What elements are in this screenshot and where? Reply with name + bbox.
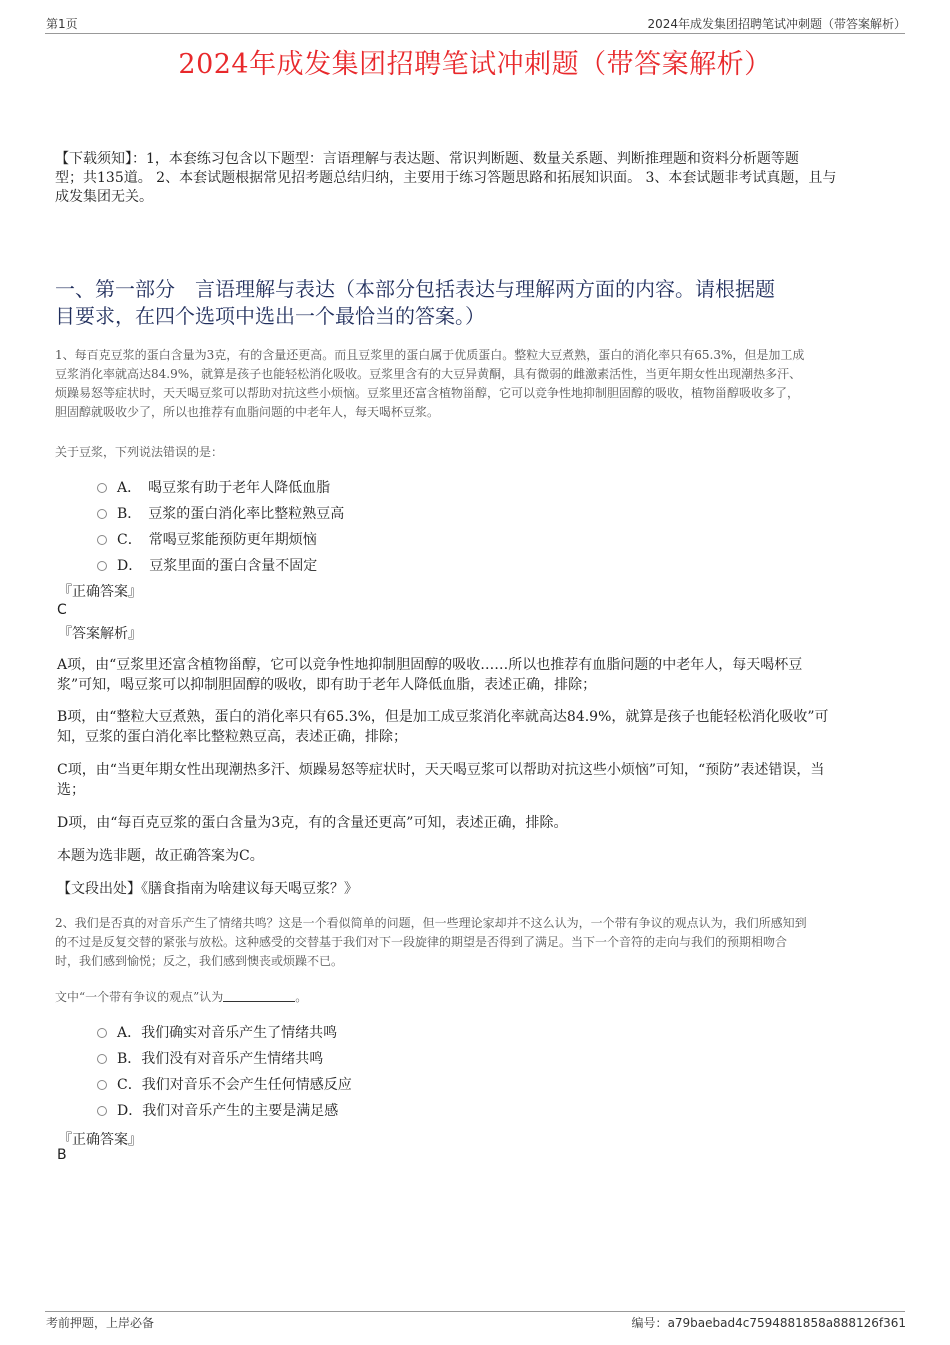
passage-line: 胆固醇就吸收少了，所以也推荐有血脂问题的中老年人，每天喝杯豆浆。 bbox=[55, 405, 440, 419]
analysis-option-c bbox=[57, 760, 900, 800]
analysis-line: D项，由“每百克豆浆的蛋白含量为3克，有的含量还更高”可知，表述正确，排除。 bbox=[57, 815, 568, 831]
analysis-line: A项，由“豆浆里还富含植物甾醇，它可以竞争性地抑制胆固醇的吸收……所以也推荐有血脂问题的中老年人，每天喝杯豆 bbox=[57, 657, 803, 673]
q1-analysis-label: 『答案解析』 bbox=[58, 626, 142, 642]
radio-icon[interactable] bbox=[97, 1054, 107, 1064]
analysis-option-a bbox=[57, 655, 900, 695]
passage-line: 1、每百克豆浆的蛋白含量为3克，有的含量还更高。而且豆浆里的蛋白属于优质蛋白。整粒大豆煮熟，蛋白的消化率只有65.3%，但是加工成 bbox=[55, 348, 805, 362]
q1-option-b[interactable] bbox=[97, 503, 344, 523]
section-heading-line: 一、第一部分 言语理解与表达（本部分包括表达与理解两方面的内容。请根据题 bbox=[55, 277, 775, 301]
notice-line: 【下载须知】：1，本套练习包含以下题型：言语理解与表达题、常识判断题、数量关系题、判断推理题和资料分析题等题 bbox=[55, 151, 799, 167]
option-label: A． 喝豆浆有助于老年人降低血脂 bbox=[117, 480, 331, 496]
passage-line: 烦躁易怒等症状时，天天喝豆浆可以帮助对抗这些小烦恼。豆浆里还富含植物甾醇，它可以竞争性地抑制胆固醇的吸收，植物甾醇吸收多了， bbox=[55, 386, 800, 400]
analysis-line: C项，由“当更年期女性出现潮热多汗、烦躁易怒等症状时，天天喝豆浆可以帮助对抗这些小烦恼”可知，“预防”表述错误，当 bbox=[57, 762, 825, 778]
analysis-line: 选； bbox=[57, 782, 85, 798]
analysis-source: 【文段出处】《膳食指南为啥建议每天喝豆浆？》 bbox=[57, 881, 358, 897]
passage-line: 的不过是反复交替的紧张与放松。这种感受的交替基于我们对下一段旋律的期望是否得到了满足。当下一个音符的走向与我们的预期相吻合 bbox=[55, 935, 788, 949]
question-1-passage bbox=[55, 346, 900, 422]
q2-answer: B bbox=[57, 1147, 67, 1163]
analysis-conclusion: 本题为选非题，故正确答案为C。 bbox=[57, 848, 264, 864]
footer-code bbox=[632, 1314, 906, 1331]
q2-answer-label: 『正确答案』 bbox=[58, 1132, 142, 1148]
question-1-prompt: 关于豆浆，下列说法错误的是： bbox=[55, 445, 224, 459]
passage-line: 2、我们是否真的对音乐产生了情绪共鸣？这是一个看似简单的问题，但一些理论家却并不这么认为，一个带有争议的观点认为，我们所感知到 bbox=[55, 916, 807, 930]
q2-option-d[interactable] bbox=[97, 1100, 338, 1120]
radio-icon[interactable] bbox=[97, 509, 107, 519]
passage-line: 时，我们感到愉悦；反之，我们感到懊丧或烦躁不已。 bbox=[55, 954, 344, 968]
option-label: B． 豆浆的蛋白消化率比整粒熟豆高 bbox=[117, 506, 345, 522]
analysis-line: B项，由“整粒大豆煮熟，蛋白的消化率只有65.3%，但是加工成豆浆消化率就高达84.9%，就算是孩子也能轻松消化吸收”可 bbox=[57, 709, 829, 725]
q1-option-d[interactable] bbox=[97, 555, 317, 575]
radio-icon[interactable] bbox=[97, 1080, 107, 1090]
footer-slogan: 考前押题，上岸必备 bbox=[46, 1316, 155, 1330]
q1-option-c[interactable] bbox=[97, 529, 317, 549]
radio-icon[interactable] bbox=[97, 1106, 107, 1116]
document-title: 2024年成发集团招聘笔试冲刺题（带答案解析） bbox=[178, 49, 772, 80]
notice-line: 型；共135道。 2、本套试题根据常见招考题总结归纳，主要用于练习答题思路和拓展知识面。 3、本套试题非考试真题，且与 bbox=[55, 170, 837, 186]
option-label: D． 豆浆里面的蛋白含量不固定 bbox=[117, 558, 318, 574]
passage-line: 豆浆消化率就高达84.9%，就算是孩子也能轻松消化吸收。豆浆里含有的大豆异黄酮，具有微弱的雌激素活性，当更年期女性出现潮热多汗、 bbox=[55, 367, 802, 381]
question-2-prompt bbox=[55, 988, 307, 1005]
section-heading-line: 目要求，在四个选项中选出一个最恰当的答案。） bbox=[55, 304, 485, 328]
option-label: A．我们确实对音乐产生了情绪共鸣 bbox=[117, 1025, 338, 1041]
q1-answer-label: 『正确答案』 bbox=[58, 584, 142, 600]
question-2-passage bbox=[55, 914, 900, 971]
header-rule bbox=[45, 33, 905, 34]
analysis-line: 浆”可知，喝豆浆可以抑制胆固醇的吸收，即有助于老年人降低血脂，表述正确，排除； bbox=[57, 677, 597, 693]
analysis-option-d bbox=[57, 813, 900, 833]
option-label: C．我们对音乐不会产生任何情感反应 bbox=[117, 1077, 352, 1093]
q1-answer: C bbox=[57, 602, 67, 618]
radio-icon[interactable] bbox=[97, 483, 107, 493]
prompt-text-end: 。 bbox=[295, 990, 308, 1004]
radio-icon[interactable] bbox=[97, 535, 107, 545]
radio-icon[interactable] bbox=[97, 561, 107, 571]
footer-code-label: 编号： bbox=[631, 1316, 668, 1330]
option-label: C． 常喝豆浆能预防更年期烦恼 bbox=[117, 532, 317, 548]
prompt-text: 文中“一个带有争议的观点”认为 bbox=[55, 990, 224, 1004]
analysis-line: 知，豆浆的蛋白消化率比整粒熟豆高，表述正确，排除； bbox=[57, 729, 407, 745]
q2-option-a[interactable] bbox=[97, 1022, 337, 1042]
q2-option-c[interactable] bbox=[97, 1074, 352, 1094]
option-label: B．我们没有对音乐产生情绪共鸣 bbox=[117, 1051, 324, 1067]
page-number: 第1页 bbox=[46, 17, 78, 31]
running-header-title: 2024年成发集团招聘笔试冲刺题（带答案解析） bbox=[647, 17, 906, 31]
download-notice bbox=[55, 150, 900, 207]
answer-blank bbox=[223, 990, 295, 1002]
analysis-option-b bbox=[57, 707, 900, 747]
radio-icon[interactable] bbox=[97, 1028, 107, 1038]
notice-line: 成发集团无关。 bbox=[55, 189, 153, 205]
option-label: D．我们对音乐产生的主要是满足感 bbox=[117, 1103, 339, 1119]
q2-option-b[interactable] bbox=[97, 1048, 323, 1068]
footer-rule bbox=[45, 1311, 905, 1312]
q1-option-a[interactable] bbox=[97, 477, 330, 497]
footer-code-value: a79baebad4c7594881858a888126f361 bbox=[667, 1316, 906, 1330]
section-heading bbox=[55, 276, 900, 330]
